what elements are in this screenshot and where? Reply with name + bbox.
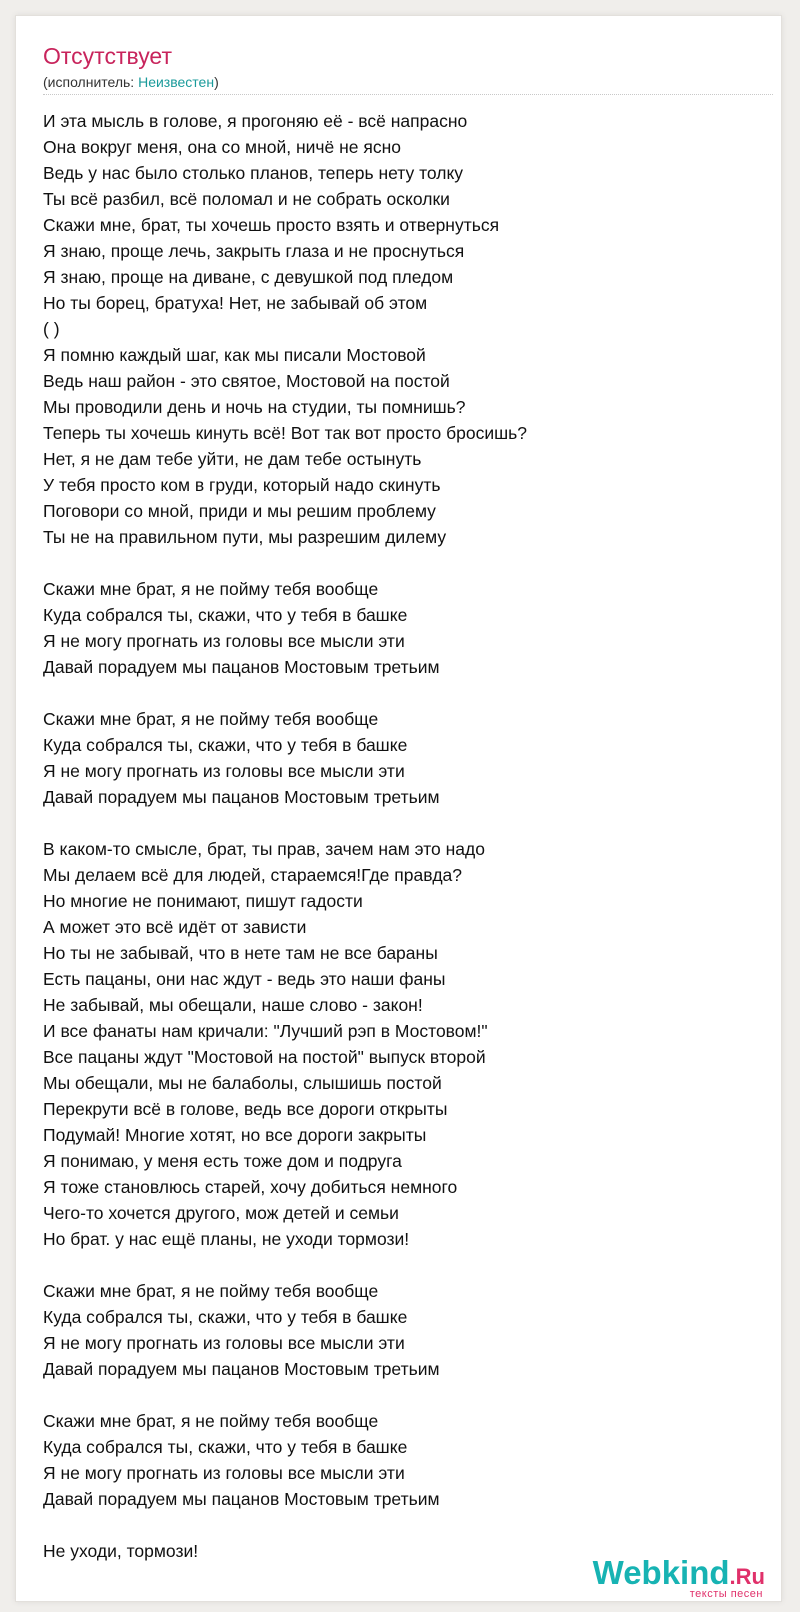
lyric-line: Она вокруг меня, она со мной, ничё не ясно [43,137,402,157]
lyric-line: Ведь наш район - это святое, Мостовой на постой [43,371,450,391]
lyric-line: Я не могу прогнать из головы все мысли эти [43,1463,405,1483]
lyric-line: Скажи мне брат, я не пойму тебя вообще [43,1281,379,1301]
lyric-line: Ты всё разбил, всё поломал и не собрать осколки [43,189,450,209]
lyric-line: Ведь у нас было столько планов, теперь нету толку [43,163,464,183]
lyric-line: Но ты не забывай, что в нете там не все бараны [43,943,438,963]
lyric-line: Теперь ты хочешь кинуть всё! Вот так вот просто бросишь? [43,423,528,443]
lyrics-text [43,108,773,1564]
lyric-line: Нет, я не дам тебе уйти, не дам тебе остынуть [43,449,422,469]
lyric-line: Все пацаны ждут "Мостовой на постой" выпуск второй [43,1047,486,1067]
lyrics-card [15,15,782,1602]
lyric-line: Ты не на правильном пути, мы разрешим дилему [43,527,447,547]
lyric-line: ( ) [43,319,60,339]
lyric-blank-line [43,680,773,706]
lyric-line: Я не могу прогнать из головы все мысли эти [43,1333,405,1353]
lyric-line: А может это всё идёт от зависти [43,917,307,937]
lyric-line: Не уходи, тормози! [43,1541,199,1561]
site-logo[interactable] [592,1554,765,1600]
artist-prefix: (исполнитель: [43,74,139,90]
lyric-line: Чего-то хочется другого, мож детей и семьи [43,1203,399,1223]
title-divider [43,94,773,95]
lyric-line: Но многие не понимают, пишут гадости [43,891,363,911]
logo-wordmark: Webkind [592,1554,730,1591]
lyric-line: Скажи мне брат, я не пойму тебя вообще [43,709,379,729]
artist-suffix: ) [214,74,219,90]
lyric-line: Давай порадуем мы пацанов Мостовым третьим [43,1359,440,1379]
lyric-blank-line [43,1512,773,1538]
lyric-line: Скажи мне брат, я не пойму тебя вообще [43,1411,379,1431]
lyric-blank-line [43,1382,773,1408]
lyric-line: В каком-то смысле, брат, ты прав, зачем нам это надо [43,839,485,859]
lyric-line: Я знаю, проще на диване, с девушкой под пледом [43,267,454,287]
lyric-line: Есть пацаны, они нас ждут - ведь это наши фаны [43,969,446,989]
lyric-blank-line [43,550,773,576]
logo-domain: .Ru [729,1564,765,1589]
lyric-line: Скажи мне брат, я не пойму тебя вообще [43,579,379,599]
lyric-line: Я понимаю, у меня есть тоже дом и подруга [43,1151,402,1171]
lyric-line: Давай порадуем мы пацанов Мостовым третьим [43,1489,440,1509]
lyric-blank-line [43,810,773,836]
lyric-line: Я не могу прогнать из головы все мысли эти [43,761,405,781]
lyric-line: Давай порадуем мы пацанов Мостовым третьим [43,657,440,677]
lyric-line: Перекрути всё в голове, ведь все дороги открыты [43,1099,448,1119]
lyric-line: Я тоже становлюсь старей, хочу добиться немного [43,1177,458,1197]
lyric-line: Мы делаем всё для людей, стараемся!Где правда? [43,865,463,885]
artist-link[interactable]: Неизвестен [138,74,215,90]
lyric-blank-line [43,1252,773,1278]
lyric-line: У тебя просто ком в груди, который надо скинуть [43,475,441,495]
lyric-line: Поговори со мной, приди и мы решим проблему [43,501,436,521]
lyric-line: И эта мысль в голове, я прогоняю её - всё напрасно [43,111,468,131]
lyric-line: Но ты борец, братуха! Нет, не забывай об этом [43,293,428,313]
lyric-line: Скажи мне, брат, ты хочешь просто взять и отвернуться [43,215,500,235]
artist-line [43,72,219,92]
lyric-line: Давай порадуем мы пацанов Мостовым третьим [43,787,440,807]
lyric-line: Не забывай, мы обещали, наше слово - закон! [43,995,423,1015]
lyric-line: Я не могу прогнать из головы все мысли эти [43,631,405,651]
lyric-line: Куда собрался ты, скажи, что у тебя в башке [43,605,408,625]
logo-tagline: тексты песен [689,1588,763,1600]
lyric-line: И все фанаты нам кричали: "Лучший рэп в Мостовом!" [43,1021,488,1041]
lyric-line: Я помню каждый шаг, как мы писали Мостовой [43,345,426,365]
lyric-line: Куда собрался ты, скажи, что у тебя в башке [43,1437,408,1457]
lyric-line: Но брат. у нас ещё планы, не уходи тормози! [43,1229,410,1249]
lyric-line: Куда собрался ты, скажи, что у тебя в башке [43,735,408,755]
lyric-line: Мы проводили день и ночь на студии, ты помнишь? [43,397,466,417]
lyric-line: Мы обещали, мы не балаболы, слышишь постой [43,1073,442,1093]
lyric-line: Куда собрался ты, скажи, что у тебя в башке [43,1307,408,1327]
lyric-line: Подумай! Многие хотят, но все дороги закрыты [43,1125,427,1145]
lyric-line: Я знаю, проще лечь, закрыть глаза и не проснуться [43,241,465,261]
song-title: Отсутствует [43,43,172,69]
